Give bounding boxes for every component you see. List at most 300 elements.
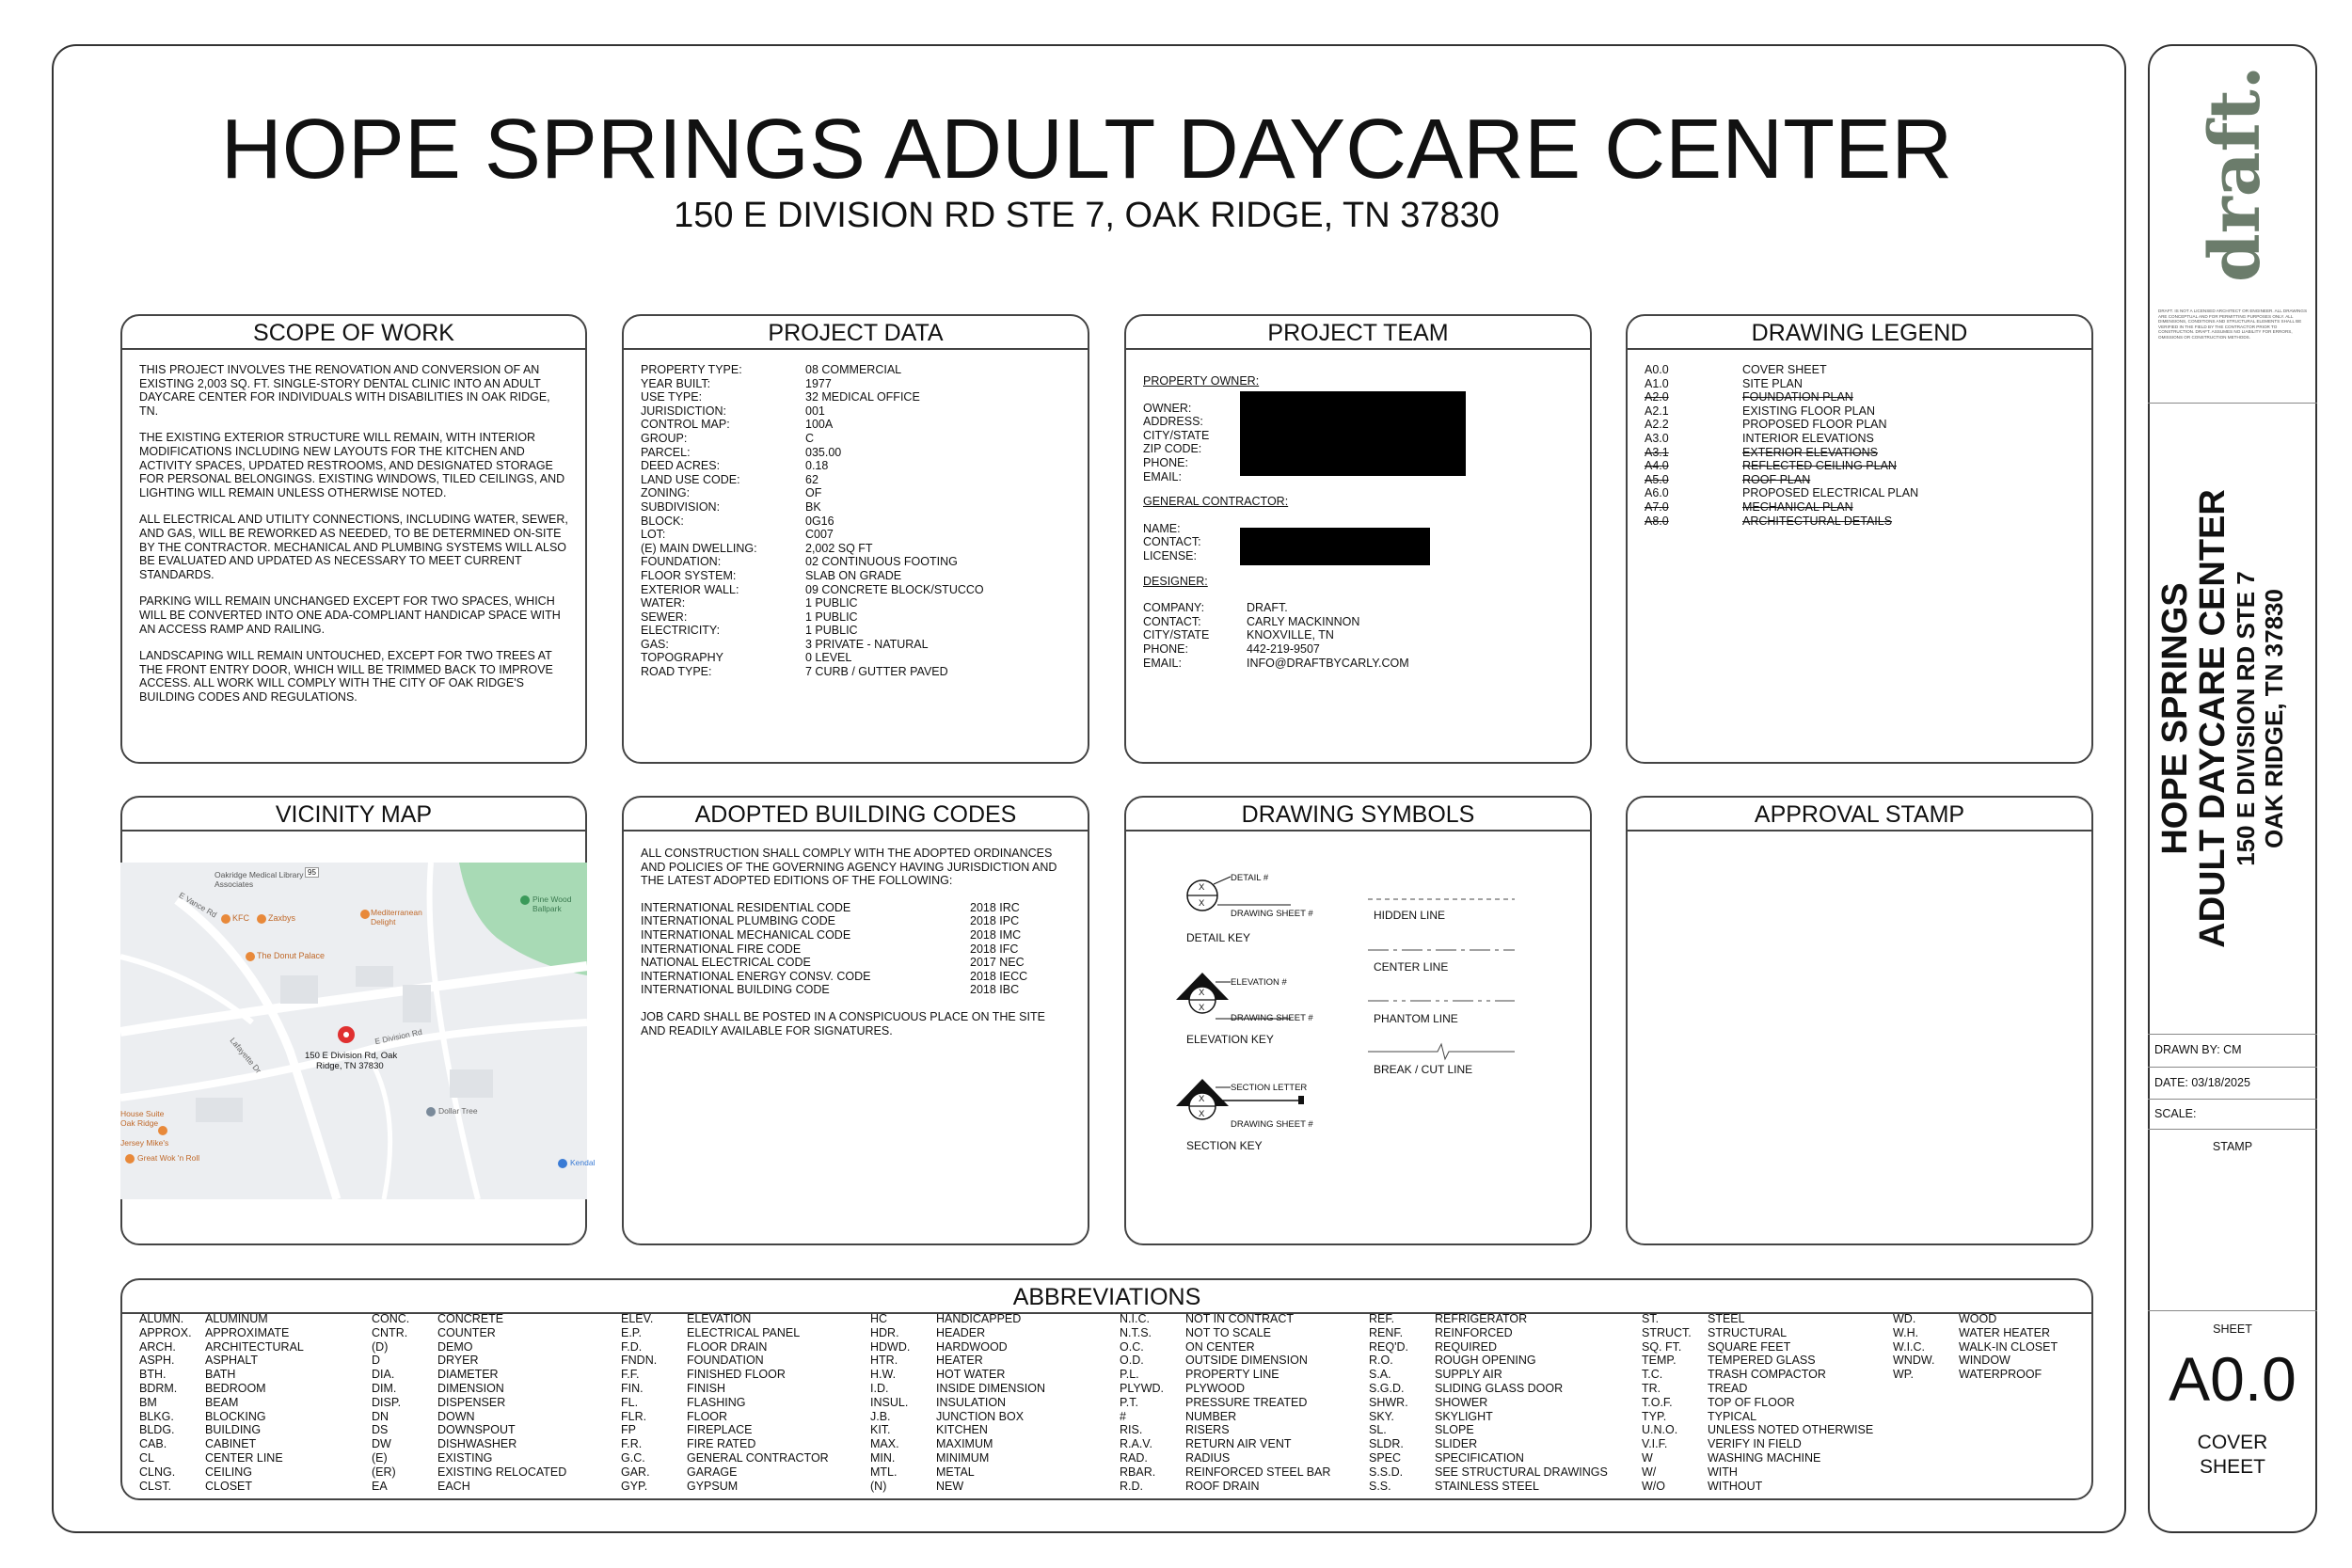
abbreviation: TR. — [1642, 1381, 1661, 1395]
project-data-value: 08 COMMERCIAL — [805, 363, 902, 376]
legend-row — [1645, 459, 2074, 473]
abbreviation-row — [621, 1326, 829, 1340]
abbreviation-meaning: PLYWOOD — [1185, 1381, 1245, 1395]
abbreviation-row — [139, 1410, 304, 1424]
abbreviation: CAB. — [139, 1437, 167, 1451]
owner-field-label: OWNER: — [1143, 401, 1192, 415]
project-data-value: 1 PUBLIC — [805, 624, 858, 638]
abbreviation-meaning: FOUNDATION — [687, 1354, 764, 1368]
designer-key: CITY/STATE — [1143, 628, 1210, 642]
abbreviation: FNDN. — [621, 1354, 658, 1368]
map-place-donut: The Donut Palace — [257, 951, 326, 960]
abbreviation: RBAR. — [1120, 1465, 1156, 1479]
abbreviation-meaning: DRYER — [437, 1354, 479, 1368]
abbreviation-meaning: ROOF DRAIN — [1185, 1479, 1260, 1493]
abbreviation-meaning: ROUGH OPENING — [1435, 1354, 1536, 1368]
project-data-key: ZONING: — [641, 486, 691, 500]
project-data-row — [641, 651, 1071, 665]
scope-paragraph: ALL ELECTRICAL AND UTILITY CONNECTIONS, INCLUDING WATER, SEWER, AND GAS, WILL BE REWORKED AS NEEDED, TO BE DETERMINED ON-SITE BY THE CONTRACTOR. MECHANICAL AND PLUMBING SYSTEMS WILL ALSO BE EVALUATED AND UPDATED AS NECESSARY TO MEET CURRENT STANDARDS. — [139, 513, 568, 581]
abbreviation: T.O.F. — [1642, 1395, 1673, 1409]
hidden-line-label: HIDDEN LINE — [1374, 909, 1446, 922]
project-team-heading: PROJECT TEAM — [1126, 316, 1590, 350]
abbreviation-row — [139, 1382, 304, 1396]
abbreviation: (ER) — [372, 1465, 396, 1479]
draft-logo: draft. — [2195, 65, 2276, 282]
map-place-kfc: KFC — [232, 913, 249, 923]
abbreviation: INSUL. — [870, 1395, 909, 1409]
abbreviation-meaning: WASHING MACHINE — [1708, 1450, 1821, 1465]
abbreviation-meaning: GYPSUM — [687, 1479, 739, 1493]
abbreviation-row — [1120, 1354, 1330, 1368]
abbreviation-meaning: SUPPLY AIR — [1435, 1368, 1502, 1382]
project-data-key: FLOOR SYSTEM: — [641, 568, 737, 582]
abbreviation-meaning: WINDOW — [1959, 1354, 2010, 1368]
project-data-value: 100A — [805, 418, 834, 432]
code-row — [641, 956, 1071, 970]
abbreviation-row — [1369, 1326, 1608, 1340]
abbreviation-meaning: CENTER LINE — [205, 1450, 283, 1465]
abbreviation-meaning: DOWNSPOUT — [437, 1423, 516, 1437]
abbreviation: GAR. — [621, 1465, 650, 1479]
project-data-key: WATER: — [641, 596, 686, 610]
abbreviation-column — [621, 1312, 829, 1493]
map-place-house: House Suite Oak Ridge — [120, 1109, 165, 1128]
abbreviation: G.C. — [621, 1450, 645, 1465]
abbreviation-column — [139, 1312, 304, 1493]
abbreviation: R.O. — [1369, 1354, 1393, 1368]
abbreviation-row — [1369, 1340, 1608, 1354]
legend-row — [1645, 418, 2074, 432]
project-data-row — [641, 515, 1071, 529]
abbreviation-meaning: MINIMUM — [936, 1450, 990, 1465]
abbreviation-meaning: INSIDE DIMENSION — [936, 1381, 1045, 1395]
project-data-value: 09 CONCRETE BLOCK/STUCCO — [805, 582, 984, 596]
abbreviation-meaning: DOWN — [437, 1409, 475, 1423]
abbreviation-row — [1642, 1465, 1873, 1480]
title-block-divider-5 — [2148, 1129, 2317, 1130]
abbreviation: S.G.D. — [1369, 1381, 1405, 1395]
abbreviation-row — [372, 1312, 566, 1326]
abbreviation-row — [1369, 1368, 1608, 1382]
abbreviation-meaning: CLOSET — [205, 1479, 253, 1493]
abbreviation-meaning: TRASH COMPACTOR — [1708, 1368, 1826, 1382]
abbreviation: SQ. FT. — [1642, 1339, 1682, 1354]
abbreviation-row — [621, 1451, 829, 1465]
abbreviation-row — [1369, 1451, 1608, 1465]
abbreviation-meaning: BUILDING — [205, 1423, 262, 1437]
code-name: INTERNATIONAL MECHANICAL CODE — [641, 927, 851, 942]
abbreviation-meaning: SHOWER — [1435, 1395, 1488, 1409]
abbreviation-row — [1642, 1410, 1873, 1424]
map-place-medical: Oakridge Medical Library Associates — [215, 870, 304, 889]
abbreviation-row — [1642, 1437, 1873, 1451]
abbreviation-row — [1120, 1465, 1330, 1480]
abbreviation-row — [372, 1451, 566, 1465]
abbreviation-meaning: WATER HEATER — [1959, 1325, 2050, 1339]
abbreviation-meaning: ELECTRICAL PANEL — [687, 1325, 801, 1339]
contractor-section-label: GENERAL CONTRACTOR: — [1143, 495, 1289, 509]
project-data-key: (E) MAIN DWELLING: — [641, 541, 757, 555]
abbreviation: P.L. — [1120, 1368, 1139, 1382]
abbreviation: SPEC — [1369, 1450, 1402, 1465]
abbreviation-row — [139, 1368, 304, 1382]
abbreviation: P.T. — [1120, 1395, 1138, 1409]
elevation-key-label: ELEVATION KEY — [1186, 1033, 1274, 1046]
project-data-row — [641, 377, 1071, 391]
map-graphic — [120, 863, 587, 1199]
abbreviation: O.D. — [1120, 1354, 1144, 1368]
abbreviation-meaning: HEADER — [936, 1325, 986, 1339]
abbreviation: WD. — [1893, 1312, 1916, 1325]
project-data-key: CONTROL MAP: — [641, 418, 730, 432]
legend-sheet-name: FOUNDATION PLAN — [1742, 390, 1853, 404]
abbreviation: BDRM. — [139, 1381, 178, 1395]
abbreviation-meaning: SQUARE FEET — [1708, 1339, 1791, 1354]
abbreviation: (E) — [372, 1450, 388, 1465]
project-data-row — [641, 542, 1071, 556]
abbreviation: J.B. — [870, 1409, 891, 1423]
abbreviation: W/O — [1642, 1479, 1665, 1493]
abbreviation-meaning: BLOCKING — [205, 1409, 266, 1423]
designer-row — [1143, 628, 1573, 642]
drawing-legend-body — [1628, 350, 2091, 539]
designer-value: 442-219-9507 — [1247, 641, 1320, 656]
map-place-jersey: Jersey Mike's — [120, 1138, 169, 1148]
abbreviation: RENF. — [1369, 1325, 1404, 1339]
symbols-graphic — [1167, 865, 1543, 1166]
designer-value: KNOXVILLE, TN — [1247, 628, 1334, 642]
title-block-divider-6 — [2148, 1310, 2317, 1311]
sheet-scale: SCALE: — [2154, 1107, 2197, 1120]
drawing-legend-panel — [1626, 314, 2093, 764]
abbreviation-meaning: WITHOUT — [1708, 1479, 1763, 1493]
abbreviation-row — [1369, 1480, 1608, 1494]
abbreviation: N.I.C. — [1120, 1312, 1150, 1325]
abbreviation: W — [1642, 1450, 1653, 1465]
elevation-number-label: ELEVATION # — [1231, 977, 1287, 988]
abbreviation-row — [372, 1326, 566, 1340]
approval-stamp-heading: APPROVAL STAMP — [1628, 798, 2091, 832]
abbreviation: BLKG. — [139, 1409, 174, 1423]
code-name: INTERNATIONAL PLUMBING CODE — [641, 914, 835, 928]
abbreviation: WNDW. — [1893, 1354, 1935, 1368]
abbreviation: F.D. — [621, 1339, 643, 1354]
abbreviation: DN — [372, 1409, 389, 1423]
designer-key: CONTACT: — [1143, 614, 1201, 628]
redacted-contractor-info — [1240, 528, 1430, 565]
vicinity-map — [120, 863, 596, 1199]
abbreviation-meaning: NEW — [936, 1479, 964, 1493]
abbreviation-row — [870, 1312, 1045, 1326]
abbreviation: W.I.C. — [1893, 1339, 1926, 1354]
section-x-bottom: X — [1199, 1109, 1205, 1119]
abbreviation-meaning: DISHWASHER — [437, 1437, 517, 1451]
scope-panel — [120, 314, 587, 764]
designer-key: PHONE: — [1143, 641, 1188, 656]
project-data-key: DEED ACRES: — [641, 459, 721, 473]
code-row — [641, 914, 1071, 928]
abbreviation: CLNG. — [139, 1465, 176, 1479]
abbreviation-meaning: TOP OF FLOOR — [1708, 1395, 1795, 1409]
project-data-key: SUBDIVISION: — [641, 499, 721, 514]
abbreviation: D — [372, 1354, 381, 1368]
project-data-heading: PROJECT DATA — [624, 316, 1088, 350]
project-data-key: PARCEL: — [641, 445, 691, 459]
abbreviation-meaning: REINFORCED — [1435, 1325, 1513, 1339]
vertical-title-line1: HOPE SPRINGS — [2155, 582, 2195, 855]
project-data-key: GROUP: — [641, 431, 688, 445]
abbreviation: R.A.V. — [1120, 1437, 1152, 1451]
abbreviation-meaning: BEAM — [205, 1395, 239, 1409]
abbreviation-row — [621, 1465, 829, 1480]
project-data-value: SLAB ON GRADE — [805, 568, 902, 582]
abbreviation-meaning: HOT WATER — [936, 1368, 1006, 1382]
legend-row — [1645, 404, 2074, 419]
legend-sheet-code: A5.0 — [1645, 472, 1669, 486]
center-line-label: CENTER LINE — [1374, 960, 1449, 974]
abbreviation-row — [372, 1423, 566, 1437]
abbreviation: V.I.F. — [1642, 1437, 1668, 1451]
abbreviation-meaning: FINISH — [687, 1381, 725, 1395]
abbreviation-row — [1120, 1368, 1330, 1382]
legend-row — [1645, 473, 2074, 487]
legend-sheet-code: A1.0 — [1645, 376, 1669, 390]
abbreviation-meaning: CABINET — [205, 1437, 257, 1451]
abbreviation: REF. — [1369, 1312, 1395, 1325]
abbreviation: H.W. — [870, 1368, 897, 1382]
abbreviation-row — [1369, 1437, 1608, 1451]
abbreviation-row — [1893, 1312, 2058, 1326]
abbreviation: (N) — [870, 1479, 887, 1493]
legend-row — [1645, 486, 2074, 500]
project-data-row — [641, 486, 1071, 500]
abbreviation-row — [139, 1396, 304, 1410]
abbreviation-meaning: HEATER — [936, 1354, 983, 1368]
abbreviation-row — [1120, 1410, 1330, 1424]
abbreviation: U.N.O. — [1642, 1423, 1678, 1437]
project-data-value: 035.00 — [805, 445, 842, 459]
abbreviation-row — [1120, 1382, 1330, 1396]
abbreviation: DW — [372, 1437, 391, 1451]
abbreviation-row — [1893, 1368, 2058, 1382]
map-pin-label-line2: Ridge, TN 37830 — [316, 1061, 384, 1071]
abbreviation-meaning: METAL — [936, 1465, 975, 1479]
legend-sheet-name: EXTERIOR ELEVATIONS — [1742, 445, 1879, 459]
project-data-value: 0G16 — [805, 514, 834, 528]
abbreviation-row — [1642, 1451, 1873, 1465]
abbreviation-meaning: STEEL — [1708, 1312, 1745, 1325]
abbreviation-meaning: DISPENSER — [437, 1395, 506, 1409]
legend-sheet-code: A8.0 — [1645, 514, 1669, 528]
project-data-value: 02 CONTINUOUS FOOTING — [805, 555, 958, 569]
code-name: NATIONAL ELECTRICAL CODE — [641, 956, 811, 970]
abbreviation-meaning: HANDICAPPED — [936, 1312, 1022, 1325]
project-data-row — [641, 473, 1071, 487]
abbreviation-row — [870, 1326, 1045, 1340]
project-data-row — [641, 459, 1071, 473]
abbreviation-meaning: WOOD — [1959, 1312, 1997, 1325]
abbreviation-row — [139, 1451, 304, 1465]
abbreviation: MTL. — [870, 1465, 898, 1479]
abbreviation: N.T.S. — [1120, 1325, 1152, 1339]
abbreviation: W.H. — [1893, 1325, 1919, 1339]
designer-value: INFO@DRAFTBYCARLY.COM — [1247, 656, 1409, 670]
legend-sheet-code: A2.0 — [1645, 390, 1669, 404]
section-letter-label: SECTION LETTER — [1231, 1083, 1308, 1093]
abbreviation-meaning: GENERAL CONTRACTOR — [687, 1450, 829, 1465]
legend-sheet-name: COVER SHEET — [1742, 363, 1827, 376]
abbreviation-row — [1369, 1312, 1608, 1326]
project-data-key: USE TYPE: — [641, 390, 703, 404]
section-key-label: SECTION KEY — [1186, 1139, 1263, 1152]
abbreviation: RAD. — [1120, 1450, 1148, 1465]
building-codes-heading: ADOPTED BUILDING CODES — [624, 798, 1088, 832]
abbreviation: HC — [870, 1312, 888, 1325]
abbreviation: CONC. — [372, 1312, 410, 1325]
abbreviation: HDR. — [870, 1325, 899, 1339]
code-row — [641, 983, 1071, 997]
abbreviation-meaning: BATH — [205, 1368, 236, 1382]
abbreviation: SLDR. — [1369, 1437, 1404, 1451]
abbreviation-row — [870, 1396, 1045, 1410]
abbreviation: DIM. — [372, 1381, 397, 1395]
abbreviation-column — [1893, 1312, 2058, 1382]
legend-row — [1645, 377, 2074, 391]
approval-stamp-panel — [1626, 796, 2093, 1245]
abbreviation-row — [1642, 1368, 1873, 1382]
abbreviation: MIN. — [870, 1450, 896, 1465]
abbreviation: DISP. — [372, 1395, 402, 1409]
abbreviation-row — [1120, 1396, 1330, 1410]
abbreviation-row — [1642, 1423, 1873, 1437]
legend-sheet-name: INTERIOR ELEVATIONS — [1742, 431, 1874, 445]
project-data-key: EXTERIOR WALL: — [641, 582, 739, 596]
abbreviation-row — [139, 1312, 304, 1326]
scope-paragraph: THIS PROJECT INVOLVES THE RENOVATION AND CONVERSION OF AN EXISTING 2,003 SQ. FT. SINGLE-STORY DENTAL CLINIC INTO AN ADULT DAYCARE CENTER FOR INDIVIDUALS WITH DISABILITIES IN OAK RIDGE, TN. — [139, 363, 550, 418]
legend-sheet-code: A7.0 — [1645, 499, 1669, 514]
abbreviation-meaning: ON CENTER — [1185, 1339, 1255, 1354]
abbreviation-row — [870, 1354, 1045, 1368]
abbreviation-row — [139, 1465, 304, 1480]
abbreviation-meaning: APPROXIMATE — [205, 1325, 290, 1339]
abbreviation-row — [139, 1437, 304, 1451]
abbreviation-row — [621, 1396, 829, 1410]
abbreviation: S.A. — [1369, 1368, 1391, 1382]
abbreviation-row — [1369, 1382, 1608, 1396]
abbreviation-meaning: STAINLESS STEEL — [1435, 1479, 1539, 1493]
map-place-mediterranean: Mediterranean Delight — [371, 908, 422, 927]
designer-row — [1143, 657, 1573, 671]
abbreviation: DS — [372, 1423, 389, 1437]
abbreviation-meaning: INSULATION — [936, 1395, 1007, 1409]
abbreviation-meaning: CONCRETE — [437, 1312, 504, 1325]
map-route-shield: 95 — [305, 867, 319, 878]
code-name: INTERNATIONAL RESIDENTIAL CODE — [641, 900, 851, 914]
drawing-symbols-heading: DRAWING SYMBOLS — [1126, 798, 1590, 832]
abbreviation: ELEV. — [621, 1312, 654, 1325]
project-data-key: LAND USE CODE: — [641, 472, 740, 486]
owner-field-label: ADDRESS: — [1143, 415, 1203, 429]
abbreviation: TEMP. — [1642, 1354, 1677, 1368]
abbreviation-meaning: MAXIMUM — [936, 1437, 993, 1451]
abbreviation-row — [870, 1480, 1045, 1494]
project-data-key: LOT: — [641, 528, 666, 542]
abbreviation-meaning: SLIDER — [1435, 1437, 1478, 1451]
abbreviation-row — [1120, 1423, 1330, 1437]
abbreviation-row — [870, 1465, 1045, 1480]
designer-row — [1143, 615, 1573, 629]
vertical-title-line4: OAK RIDGE, TN 37830 — [2260, 589, 2288, 848]
abbreviation: SL. — [1369, 1423, 1387, 1437]
sheet-date: DATE: 03/18/2025 — [2154, 1076, 2250, 1089]
abbreviation: ASPH. — [139, 1354, 175, 1368]
detail-key-label: DETAIL KEY — [1186, 931, 1251, 944]
legend-sheet-code: A6.0 — [1645, 486, 1669, 500]
code-edition: 2018 IMC — [970, 927, 1022, 942]
abbreviation-meaning: KITCHEN — [936, 1423, 988, 1437]
abbreviation-row — [870, 1382, 1045, 1396]
title-block-divider-4 — [2148, 1099, 2317, 1100]
abbreviation: E.P. — [621, 1325, 643, 1339]
project-data-key: TOPOGRAPHY — [641, 651, 723, 665]
project-data-key: YEAR BUILT: — [641, 376, 711, 390]
abbreviation-meaning: TREAD — [1708, 1381, 1748, 1395]
abbreviation-meaning: EXISTING RELOCATED — [437, 1465, 567, 1479]
abbreviation: FIN. — [621, 1381, 644, 1395]
designer-section-label: DESIGNER: — [1143, 574, 1208, 588]
abbreviation-meaning: DIMENSION — [437, 1381, 504, 1395]
project-data-row — [641, 432, 1071, 446]
abbreviation-row — [870, 1423, 1045, 1437]
code-name: INTERNATIONAL BUILDING CODE — [641, 983, 830, 997]
abbreviation-meaning: NOT IN CONTRACT — [1185, 1312, 1295, 1325]
abbreviation-meaning: FLOOR DRAIN — [687, 1339, 768, 1354]
abbreviation: RIS. — [1120, 1423, 1143, 1437]
sheet-number: A0.0 — [2169, 1344, 2296, 1414]
abbreviation-meaning: FINISHED FLOOR — [687, 1368, 786, 1382]
contractor-field-label: LICENSE: — [1143, 548, 1197, 562]
abbreviation-row — [621, 1423, 829, 1437]
abbreviations-heading: ABBREVIATIONS — [122, 1280, 2091, 1314]
map-street-lafayette: Lafayette Dr — [228, 1036, 263, 1075]
abbreviation-meaning: OUTSIDE DIMENSION — [1185, 1354, 1308, 1368]
abbreviation: HTR. — [870, 1354, 898, 1368]
abbreviation-meaning: RISERS — [1185, 1423, 1230, 1437]
legend-sheet-code: A2.2 — [1645, 418, 1669, 432]
abbreviation-row — [870, 1437, 1045, 1451]
abbreviation: S.S.D. — [1369, 1465, 1404, 1479]
project-data-row — [641, 665, 1071, 679]
project-data-row — [641, 569, 1071, 583]
legend-sheet-name: ARCHITECTURAL DETAILS — [1742, 514, 1893, 528]
abbreviation: CLST. — [139, 1479, 172, 1493]
codes-list — [641, 901, 1071, 997]
abbreviation: O.C. — [1120, 1339, 1144, 1354]
legend-sheet-name: PROPOSED ELECTRICAL PLAN — [1742, 486, 1919, 500]
project-data-row — [641, 596, 1071, 610]
abbreviation-meaning: FIRE RATED — [687, 1437, 756, 1451]
abbreviation-row — [621, 1368, 829, 1382]
break-line-label: BREAK / CUT LINE — [1374, 1063, 1473, 1076]
map-place-greatwok: Great Wok 'n Roll — [137, 1153, 200, 1163]
scope-paragraph: THE EXISTING EXTERIOR STRUCTURE WILL REMAIN, WITH INTERIOR MODIFICATIONS INCLUDING NEW LAYOUTS FOR THE KITCHEN AND ACTIVITY SPACES, UPDATED RESTROOMS, AND DESIGNATED STORAGE FOR PERSONAL BELONGINGS. EXISTING WINDOWS, TILED CEILINGS, AND LIGHTING WILL REMAIN UNLESS OTHERWISE NOTED. — [139, 431, 565, 499]
contractor-field-label: NAME: — [1143, 521, 1181, 535]
abbreviation: T.C. — [1642, 1368, 1663, 1382]
code-row — [641, 942, 1071, 957]
drawn-by: DRAWN BY: CM — [2154, 1043, 2242, 1056]
abbreviation-meaning: FLOOR — [687, 1409, 728, 1423]
project-data-key: PROPERTY TYPE: — [641, 363, 742, 376]
